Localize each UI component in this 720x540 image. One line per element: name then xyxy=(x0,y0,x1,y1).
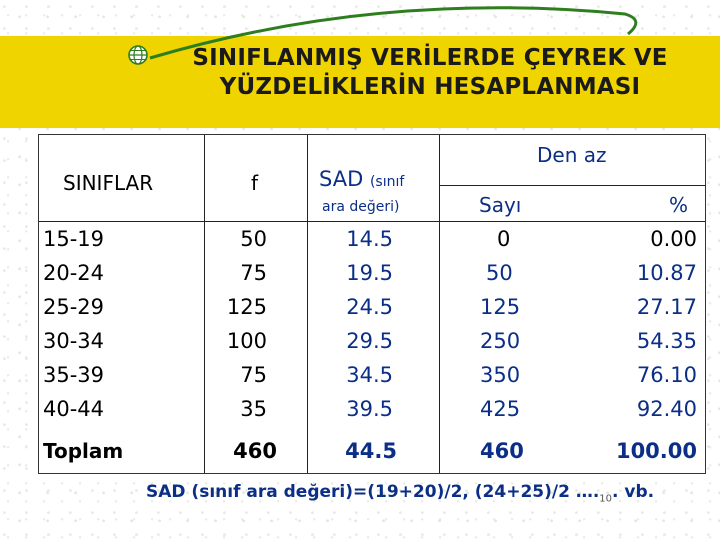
cell-sayi: 125 xyxy=(480,295,521,319)
cell-f: 75 xyxy=(240,363,267,387)
cell-sinif: 25-29 xyxy=(43,295,105,319)
table-row xyxy=(39,261,705,295)
cell-sayi: 0 xyxy=(497,227,511,251)
cell-percent: 10.87 xyxy=(636,261,697,285)
cell-sinif: 40-44 xyxy=(43,397,105,421)
table-row xyxy=(39,227,705,261)
cell-sinif: 35-39 xyxy=(43,363,105,387)
cell-sad: 19.5 xyxy=(346,261,393,285)
table-row xyxy=(39,397,705,431)
header-sad-label: SAD xyxy=(319,167,364,191)
cell-sad: 34.5 xyxy=(346,363,393,387)
cell-f: 75 xyxy=(240,261,267,285)
cell-total-label: Toplam xyxy=(43,439,124,463)
cell-sayi: 50 xyxy=(486,261,513,285)
header-sad-small: (sınıf xyxy=(369,174,405,190)
header-f: f xyxy=(251,171,259,195)
cell-sayi: 350 xyxy=(480,363,521,387)
table-row-total xyxy=(39,439,705,473)
header-siniflar: SINIFLAR xyxy=(63,171,154,195)
footnote-text: SAD (sınıf ara değeri)=(19+20)/2, (24+25)/2 …. xyxy=(146,482,600,502)
header-sayi: Sayı xyxy=(479,193,522,217)
cell-total-f: 460 xyxy=(233,439,277,463)
cell-f: 125 xyxy=(226,295,267,319)
cell-total-percent: 100.00 xyxy=(615,439,697,463)
cell-f: 35 xyxy=(240,397,267,421)
cell-percent: 0.00 xyxy=(650,227,697,251)
cell-total-sayi: 460 xyxy=(480,439,524,463)
cell-sad: 14.5 xyxy=(346,227,393,251)
cell-sad: 29.5 xyxy=(346,329,393,353)
title-line-2: YÜZDELİKLERİN HESAPLANMASI xyxy=(219,74,641,100)
cell-total-sad: 44.5 xyxy=(345,439,397,463)
cell-percent: 76.10 xyxy=(636,363,697,387)
cell-percent: 27.17 xyxy=(636,295,697,319)
cell-f: 50 xyxy=(240,227,267,251)
header-divider xyxy=(439,185,705,186)
cell-sad: 24.5 xyxy=(346,295,393,319)
cell-sinif: 30-34 xyxy=(43,329,105,353)
page-title xyxy=(150,44,710,102)
footnote xyxy=(146,482,654,504)
cell-sayi: 425 xyxy=(480,397,521,421)
header-sad-sub: ara değeri) xyxy=(322,199,400,215)
header-sad xyxy=(319,167,404,191)
table-row xyxy=(39,363,705,397)
page-number: 10 xyxy=(599,493,613,505)
cell-percent: 92.40 xyxy=(636,397,697,421)
table-row xyxy=(39,295,705,329)
data-table xyxy=(38,134,706,474)
globe-bullet-icon xyxy=(127,44,149,66)
cell-sad: 39.5 xyxy=(346,397,393,421)
cell-sinif: 15-19 xyxy=(43,227,105,251)
title-line-1: SINIFLANMIŞ VERİLERDE ÇEYREK VE xyxy=(192,45,668,71)
header-den-az: Den az xyxy=(537,143,607,167)
header-bottom-divider xyxy=(39,221,705,222)
table-row xyxy=(39,329,705,363)
cell-percent: 54.35 xyxy=(636,329,697,353)
cell-sinif: 20-24 xyxy=(43,261,105,285)
cell-f: 100 xyxy=(226,329,267,353)
cell-sayi: 250 xyxy=(480,329,521,353)
footnote-end: . vb. xyxy=(612,482,655,502)
header-percent: % xyxy=(669,193,689,217)
